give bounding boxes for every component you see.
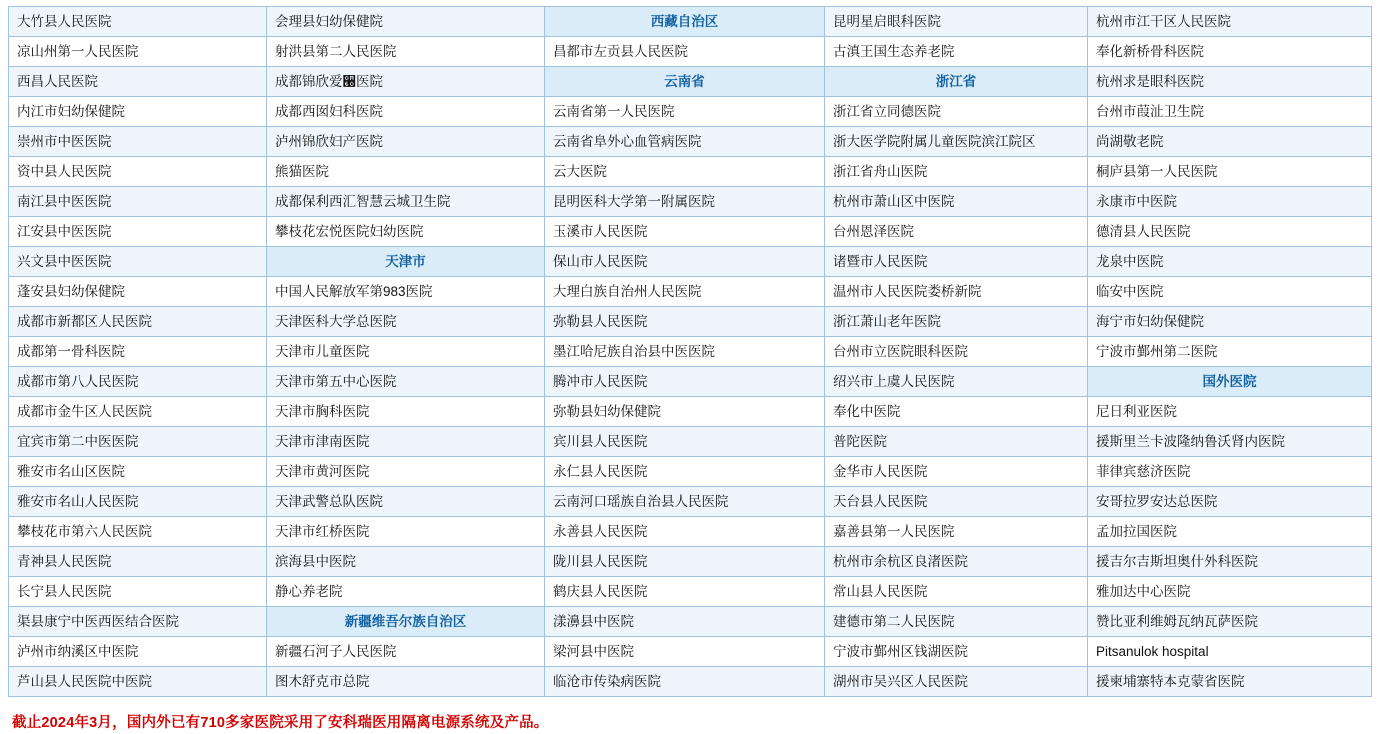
hospital-cell: 雅加达中心医院 <box>1088 577 1372 607</box>
hospital-cell: 江安县中医医院 <box>9 217 267 247</box>
hospital-cell: 梁河县中医院 <box>545 637 825 667</box>
hospital-cell: 云南省阜外心血管病医院 <box>545 127 825 157</box>
hospital-cell: 大竹县人民医院 <box>9 7 267 37</box>
hospital-cell: 天台县人民医院 <box>825 487 1088 517</box>
table-row <box>9 67 1372 97</box>
hospital-cell: 静心养老院 <box>267 577 545 607</box>
hospital-cell: 攀枝花宏悦医院妇幼医院 <box>267 217 545 247</box>
hospital-cell: 大理白族自治州人民医院 <box>545 277 825 307</box>
hospital-cell: 浙江萧山老年医院 <box>825 307 1088 337</box>
hospital-cell: 雅安市名山区医院 <box>9 457 267 487</box>
hospital-cell: 雅安市名山人民医院 <box>9 487 267 517</box>
hospital-cell: 海宁市妇幼保健院 <box>1088 307 1372 337</box>
hospital-cell: 腾冲市人民医院 <box>545 367 825 397</box>
table-row <box>9 427 1372 457</box>
hospital-cell: 杭州市江干区人民医院 <box>1088 7 1372 37</box>
hospital-cell: 泸州市纳溪区中医院 <box>9 637 267 667</box>
table-row <box>9 157 1372 187</box>
hospital-cell: 渠县康宁中医西医结合医院 <box>9 607 267 637</box>
hospital-cell: 芦山县人民医院中医院 <box>9 667 267 697</box>
hospital-cell: 昆明医科大学第一附属医院 <box>545 187 825 217</box>
hospital-cell: 弥勒县妇幼保健院 <box>545 397 825 427</box>
hospital-cell: 奉化新桥骨科医院 <box>1088 37 1372 67</box>
hospital-cell: 墨江哈尼族自治县中医医院 <box>545 337 825 367</box>
hospital-cell: 临沧市传染病医院 <box>545 667 825 697</box>
table-row <box>9 457 1372 487</box>
hospital-cell: 成都市新都区人民医院 <box>9 307 267 337</box>
footnote-text: 截止2024年3月，国内外已有710多家医院采用了安科瑞医用隔离电源系统及产品。 <box>12 715 549 731</box>
table-row <box>9 607 1372 637</box>
hospital-cell: 金华市人民医院 <box>825 457 1088 487</box>
hospital-cell: 绍兴市上虞人民医院 <box>825 367 1088 397</box>
hospital-cell: 浙江省立同德医院 <box>825 97 1088 127</box>
hospital-cell: 古滇王国生态养老院 <box>825 37 1088 67</box>
hospital-cell: 援吉尔吉斯坦奥什外科医院 <box>1088 547 1372 577</box>
hospital-cell: 保山市人民医院 <box>545 247 825 277</box>
hospital-cell: 赞比亚利维姆瓦纳瓦萨医院 <box>1088 607 1372 637</box>
hospital-cell: 宁波市鄞州区钱湖医院 <box>825 637 1088 667</box>
hospital-cell: 泸州锦欣妇产医院 <box>267 127 545 157</box>
hospital-cell: 宁波市鄞州第二医院 <box>1088 337 1372 367</box>
hospital-cell: 云南河口瑶族自治县人民医院 <box>545 487 825 517</box>
hospital-cell: 常山县人民医院 <box>825 577 1088 607</box>
hospital-cell: 天津医科大学总医院 <box>267 307 545 337</box>
hospital-cell: 台州市葭沚卫生院 <box>1088 97 1372 127</box>
hospital-cell: 图木舒克市总院 <box>267 667 545 697</box>
table-row <box>9 667 1372 697</box>
hospital-cell: 湖州市吴兴区人民医院 <box>825 667 1088 697</box>
hospital-cell: Pitsanulok hospital <box>1088 637 1372 667</box>
hospital-cell: 奉化中医院 <box>825 397 1088 427</box>
hospital-cell: 援柬埔寨特本克蒙省医院 <box>1088 667 1372 697</box>
region-header-cell: 云南省 <box>545 67 825 97</box>
table-row <box>9 307 1372 337</box>
table-row <box>9 577 1372 607</box>
hospital-cell: 攀枝花市第六人民医院 <box>9 517 267 547</box>
hospital-cell: 天津武警总队医院 <box>267 487 545 517</box>
hospital-cell: 成都第一骨科医院 <box>9 337 267 367</box>
hospital-cell: 台州恩泽医院 <box>825 217 1088 247</box>
hospital-cell: 弥勒县人民医院 <box>545 307 825 337</box>
hospital-cell: 德清县人民医院 <box>1088 217 1372 247</box>
hospital-cell: 成都西囡妇科医院 <box>267 97 545 127</box>
table-row <box>9 97 1372 127</box>
hospital-cell: 杭州市余杭区良渚医院 <box>825 547 1088 577</box>
hospital-cell: 安哥拉罗安达总医院 <box>1088 487 1372 517</box>
hospital-cell: 天津市胸科医院 <box>267 397 545 427</box>
hospital-cell: 玉溪市人民医院 <box>545 217 825 247</box>
hospital-cell: 成都市第八人民医院 <box>9 367 267 397</box>
hospital-table <box>8 6 1372 697</box>
hospital-cell: 会理县妇幼保健院 <box>267 7 545 37</box>
hospital-cell: 新疆石河子人民医院 <box>267 637 545 667</box>
hospital-cell: 援斯里兰卡波隆纳鲁沃肾内医院 <box>1088 427 1372 457</box>
hospital-cell: 内江市妇幼保健院 <box>9 97 267 127</box>
table-row <box>9 37 1372 67</box>
hospital-cell: 浙大医学院附属儿童医院滨江院区 <box>825 127 1088 157</box>
hospital-cell: 昆明星启眼科医院 <box>825 7 1088 37</box>
hospital-cell: 兴文县中医医院 <box>9 247 267 277</box>
table-row <box>9 7 1372 37</box>
table-row <box>9 367 1372 397</box>
hospital-cell: 诸暨市人民医院 <box>825 247 1088 277</box>
hospital-cell: 杭州市萧山区中医院 <box>825 187 1088 217</box>
hospital-cell: 宾川县人民医院 <box>545 427 825 457</box>
table-row <box>9 187 1372 217</box>
hospital-cell: 天津市红桥医院 <box>267 517 545 547</box>
hospital-cell: 天津市儿童医院 <box>267 337 545 367</box>
hospital-cell: 宜宾市第二中医医院 <box>9 427 267 457</box>
hospital-cell: 菲律宾慈济医院 <box>1088 457 1372 487</box>
hospital-cell: 天津市第五中心医院 <box>267 367 545 397</box>
hospital-cell: 鹤庆县人民医院 <box>545 577 825 607</box>
hospital-cell: 滨海县中医院 <box>267 547 545 577</box>
hospital-cell: 南江县中医医院 <box>9 187 267 217</box>
hospital-cell: 蓬安县妇幼保健院 <box>9 277 267 307</box>
hospital-cell: 孟加拉国医院 <box>1088 517 1372 547</box>
hospital-cell: 云大医院 <box>545 157 825 187</box>
hospital-cell: 龙泉中医院 <box>1088 247 1372 277</box>
hospital-cell: 漾濞县中医院 <box>545 607 825 637</box>
hospital-cell: 天津市黄河医院 <box>267 457 545 487</box>
table-row <box>9 127 1372 157</box>
table-row <box>9 517 1372 547</box>
hospital-cell: 台州市立医院眼科医院 <box>825 337 1088 367</box>
hospital-cell: 资中县人民医院 <box>9 157 267 187</box>
table-row <box>9 397 1372 427</box>
table-row <box>9 217 1372 247</box>
region-header-cell: 国外医院 <box>1088 367 1372 397</box>
hospital-cell: 尚湖敬老院 <box>1088 127 1372 157</box>
table-row <box>9 637 1372 667</box>
hospital-cell: 西昌人民医院 <box>9 67 267 97</box>
hospital-cell: 凉山州第一人民医院 <box>9 37 267 67</box>
hospital-cell: 普陀医院 <box>825 427 1088 457</box>
hospital-cell: 熊猫医院 <box>267 157 545 187</box>
hospital-cell: 尼日利亚医院 <box>1088 397 1372 427</box>
hospital-cell: 陇川县人民医院 <box>545 547 825 577</box>
hospital-cell: 建德市第二人民医院 <box>825 607 1088 637</box>
hospital-cell: 永仁县人民医院 <box>545 457 825 487</box>
hospital-cell: 成都市金牛区人民医院 <box>9 397 267 427</box>
hospital-cell: 临安中医院 <box>1088 277 1372 307</box>
region-header-cell: 新疆维吾尔族自治区 <box>267 607 545 637</box>
hospital-cell: 嘉善县第一人民医院 <box>825 517 1088 547</box>
region-header-cell: 天津市 <box>267 247 545 277</box>
hospital-cell: 成都锦欣爱੠医院 <box>267 67 545 97</box>
hospital-cell: 永善县人民医院 <box>545 517 825 547</box>
hospital-cell: 杭州求是眼科医院 <box>1088 67 1372 97</box>
hospital-cell: 永康市中医院 <box>1088 187 1372 217</box>
hospital-cell: 成都保利西汇智慧云城卫生院 <box>267 187 545 217</box>
hospital-cell: 长宁县人民医院 <box>9 577 267 607</box>
table-row <box>9 487 1372 517</box>
region-header-cell: 西藏自治区 <box>545 7 825 37</box>
hospital-cell: 温州市人民医院娄桥新院 <box>825 277 1088 307</box>
hospital-cell: 云南省第一人民医院 <box>545 97 825 127</box>
table-row <box>9 247 1372 277</box>
hospital-cell: 浙江省舟山医院 <box>825 157 1088 187</box>
table-row <box>9 337 1372 367</box>
table-row <box>9 277 1372 307</box>
region-header-cell: 浙江省 <box>825 67 1088 97</box>
hospital-cell: 桐庐县第一人民医院 <box>1088 157 1372 187</box>
hospital-cell: 中国人民解放军第983医院 <box>267 277 545 307</box>
table-body <box>9 7 1372 697</box>
hospital-cell: 昌都市左贡县人民医院 <box>545 37 825 67</box>
hospital-cell: 天津市津南医院 <box>267 427 545 457</box>
hospital-cell: 青神县人民医院 <box>9 547 267 577</box>
hospital-cell: 射洪县第二人民医院 <box>267 37 545 67</box>
hospital-cell: 崇州市中医医院 <box>9 127 267 157</box>
table-row <box>9 547 1372 577</box>
